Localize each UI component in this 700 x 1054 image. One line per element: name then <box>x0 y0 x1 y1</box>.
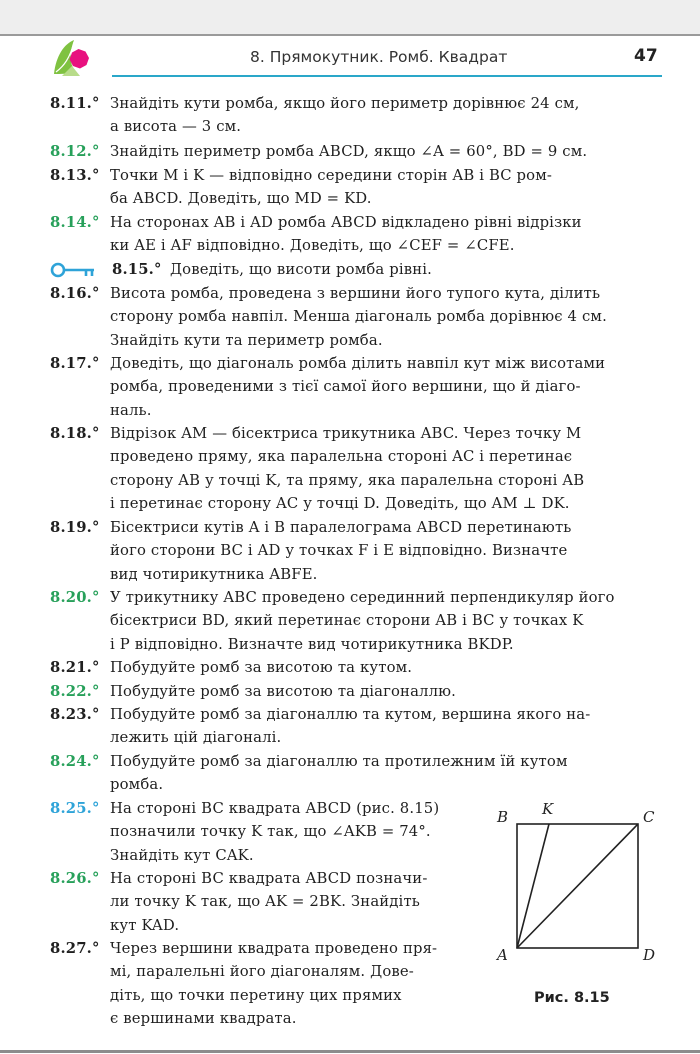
problem-text <box>110 352 660 422</box>
problem-line: сторону ромба навпіл. Менша діагональ ромба дорівнює 4 см. <box>110 308 607 326</box>
problem-text <box>110 750 660 797</box>
problem-number: 8.20.° <box>50 589 100 606</box>
problem-number: 8.24.° <box>50 753 100 770</box>
problem-text <box>110 867 478 937</box>
viewer-top-bar <box>0 0 700 36</box>
problem-text <box>110 211 660 258</box>
problem-line: Знайдіть кути ромба, якщо його периметр дорівнює 24 см, <box>110 95 580 112</box>
label-b: B <box>497 808 509 826</box>
problem-text <box>110 656 660 679</box>
problem-line: проведено пряму, яка паралельна стороні AC і перетинає <box>110 448 573 466</box>
problem-number: 8.17.° <box>50 355 100 372</box>
problem-text <box>170 258 660 281</box>
problem-line: ли точку K так, що AK = 2BK. Знайдіть <box>110 893 420 911</box>
problem-number: 8.16.° <box>50 285 100 302</box>
textbook-page <box>0 36 700 1048</box>
problem-line: Відрізок AM — бісектриса трикутника ABC. Через точку M <box>110 425 582 442</box>
problem-line: є вершинами квадрата. <box>110 1009 297 1027</box>
problem-line: Побудуйте ромб за висотою та кутом. <box>110 659 413 676</box>
problem-number: 8.21.° <box>50 659 100 676</box>
problem-text <box>110 937 478 1030</box>
problem-line: Знайдіть кут CAK. <box>110 846 254 864</box>
problem-line: Бісектриси кутів A і B паралелограма ABCD перетинають <box>110 519 572 536</box>
problem-line: і P відповідно. Визначте вид чотирикутника BKDP. <box>110 635 514 653</box>
problem-line: Доведіть, що діагональ ромба ділить навпіл кут між висотами <box>110 355 606 372</box>
problem-line: ромба, проведеними з тієї самої його вершини, що й діаго- <box>110 378 581 396</box>
problem-text <box>110 92 660 139</box>
problem-line: У трикутнику ABC проведено серединний перпендикуляр його <box>110 589 615 606</box>
leaf-badge-icon <box>50 36 92 78</box>
label-c: C <box>643 808 655 826</box>
problem-line: мі, паралельні його діагоналям. Дове- <box>110 963 414 981</box>
problem-line: лежить цій діагоналі. <box>110 729 282 747</box>
problem-number: 8.18.° <box>50 425 100 442</box>
problem-line: Точки M і K — відповідно середини сторін AB і BC ром- <box>110 167 553 184</box>
problem-text <box>110 140 660 163</box>
problem-line: його сторони BC і AD у точках F і E відповідно. Визначте <box>110 542 568 560</box>
page-number: 47 <box>634 46 658 66</box>
problem-line: Побудуйте ромб за діагоналлю та протилежним їй кутом <box>110 753 568 770</box>
problem-line: Доведіть, що висоти ромба рівні. <box>170 261 432 278</box>
problem-number: 8.11.° <box>50 95 100 112</box>
problem-line: наль. <box>110 401 152 419</box>
figure-caption: Рис. 8.15 <box>534 990 610 1006</box>
problem-line: Висота ромба, проведена з вершини його тупого кута, ділить <box>110 285 601 302</box>
problem-number: 8.15.° <box>112 261 162 278</box>
problem-line: вид чотирикутника ABFE. <box>110 565 318 583</box>
problem-line: Знайдіть периметр ромба ABCD, якщо ∠A = 60°, BD = 9 см. <box>110 143 588 160</box>
problem-line: На стороні BC квадрата ABCD (рис. 8.15) <box>110 800 440 817</box>
problem-line: сторону AB у точці K, та пряму, яка паралельна стороні AB <box>110 471 585 489</box>
page-header-title: 8. Прямокутник. Ромб. Квадрат <box>250 48 508 66</box>
problem-line: Побудуйте ромб за висотою та діагоналлю. <box>110 683 457 700</box>
key-icon <box>50 262 96 278</box>
problem-number: 8.19.° <box>50 519 100 536</box>
problem-line: ба ABCD. Доведіть, що MD = KD. <box>110 190 372 208</box>
problem-text <box>110 586 660 656</box>
label-k: K <box>542 800 554 818</box>
problem-line: позначили точку K так, що ∠AKB = 74°. <box>110 823 431 841</box>
problem-text <box>110 164 660 211</box>
problem-number: 8.13.° <box>50 167 100 184</box>
problem-line: ки AE і AF відповідно. Доведіть, що ∠CEF = ∠CFE. <box>110 237 515 255</box>
problem-number: 8.12.° <box>50 143 100 160</box>
problem-text <box>110 422 660 515</box>
problem-line: Через вершини квадрата проведено пря- <box>110 940 438 957</box>
problem-line: діть, що точки перетину цих прямих <box>110 986 402 1004</box>
problem-line: бісектриси BD, який перетинає сторони AB і BC у точках K <box>110 612 584 630</box>
problem-number: 8.27.° <box>50 940 100 957</box>
problem-line: Знайдіть кути та периметр ромба. <box>110 331 383 349</box>
problem-line: На стороні BC квадрата ABCD позначи- <box>110 870 428 887</box>
problem-line: На сторонах AB і AD ромба ABCD відкладено рівні відрізки <box>110 214 582 231</box>
problem-text <box>110 797 478 867</box>
segment-ak <box>517 824 549 948</box>
problem-number: 8.25.° <box>50 800 100 817</box>
problem-line: кут KAD. <box>110 916 180 934</box>
problem-text <box>110 516 660 586</box>
problem-line: Побудуйте ромб за діагоналлю та кутом, вершина якого на- <box>110 706 591 723</box>
label-a: A <box>497 946 508 964</box>
viewer-bottom-border <box>0 1050 700 1053</box>
problem-text <box>110 680 660 703</box>
problem-line: ромба. <box>110 776 164 794</box>
problem-text <box>110 282 660 352</box>
problem-line: і перетинає сторону AC у точці D. Доведіть, що AM ⊥ DK. <box>110 494 570 512</box>
problem-text <box>110 703 660 750</box>
label-d: D <box>643 946 656 964</box>
problem-number: 8.22.° <box>50 683 100 700</box>
header-rule <box>112 75 662 77</box>
problem-number: 8.14.° <box>50 214 100 231</box>
problem-number: 8.23.° <box>50 706 100 723</box>
diagonal-ac <box>517 824 638 948</box>
problem-line: а висота — 3 см. <box>110 118 242 136</box>
problem-number: 8.26.° <box>50 870 100 887</box>
